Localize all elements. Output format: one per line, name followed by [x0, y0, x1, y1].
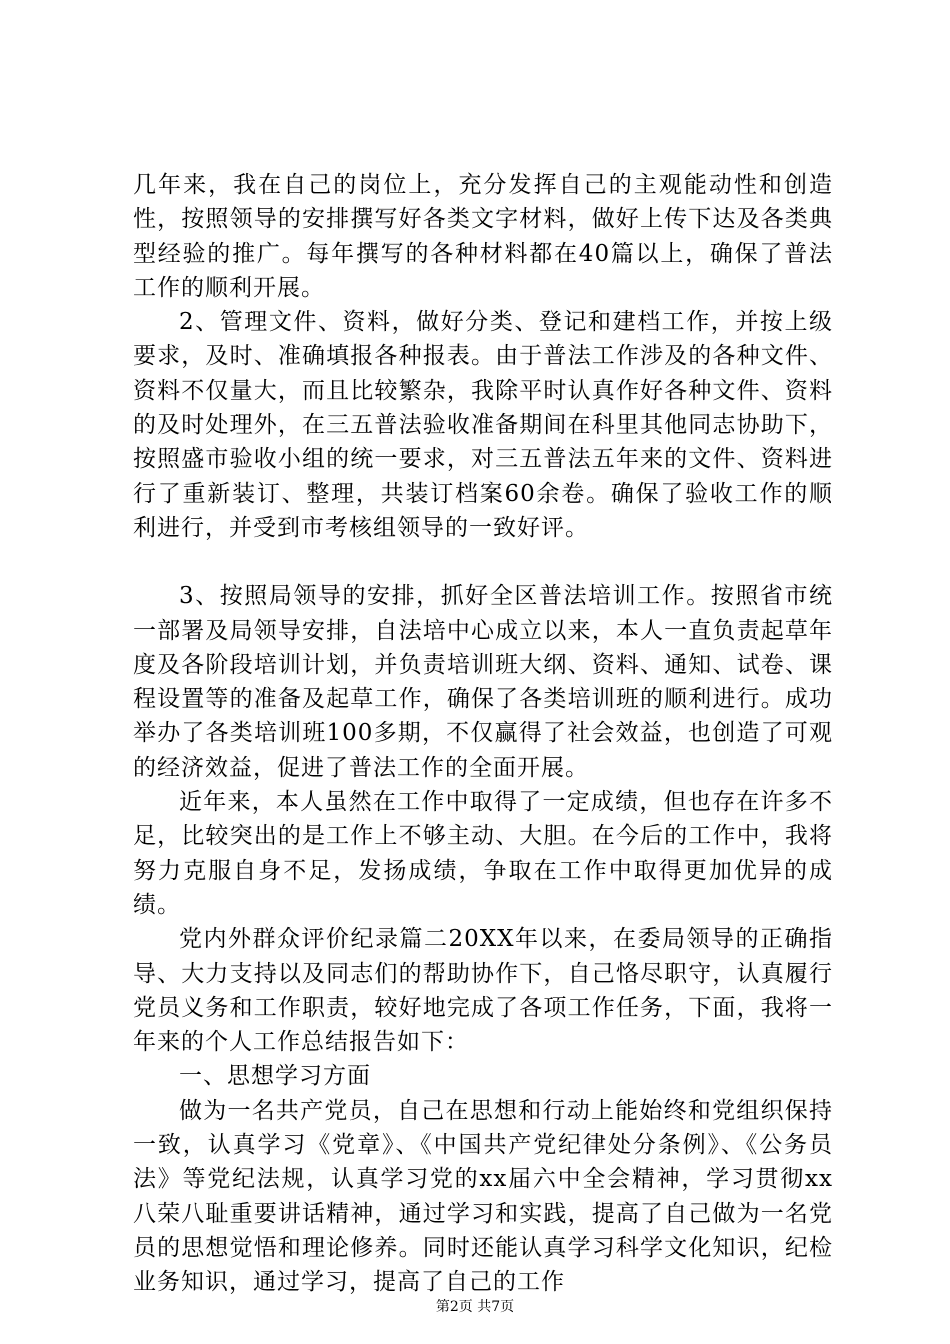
paragraph-3: 3、按照局领导的安排，抓好全区普法培训工作。按照省市统一部署及局领导安排，自法培中心成立以来，本人一直负责起草年度及各阶段培训计划，并负责培训班大纲、资料、通知、试卷、课程设置等的准备及起草工作，确保了各类培训班的顺利进行。成功举办了各类培训班100多期，不仅赢得了社会效益，也创造了可观的经济效益，促进了普法工作的全面开展。 [133, 583, 833, 781]
paragraph-5: 党内外群众评价纪录篇二20XX年以来，在委局领导的正确指导、大力支持以及同志们的帮助协作下，自己恪尽职守，认真履行党员义务和工作职责，较好地完成了各项工作任务，下面，我将一年来的个人工作总结报告如下： [133, 926, 833, 1056]
paragraph-1: 几年来，我在自己的岗位上，充分发挥自己的主观能动性和创造性，按照领导的安排撰写好各类文字材料，做好上传下达及各类典型经验的推广。每年撰写的各种材料都在40篇以上，确保了普法工作的顺利开展。 [133, 172, 833, 301]
document-body [133, 168, 833, 1300]
paragraph-4: 近年来，本人虽然在工作中取得了一定成绩，但也存在许多不足，比较突出的是工作上不够主动、大胆。在今后的工作中，我将努力克服自身不足，发扬成绩，争取在工作中取得更加优异的成绩。 [133, 789, 833, 918]
page-footer: 第2页 共7页 [435, 1299, 515, 1315]
paragraph-2: 2、管理文件、资料，做好分类、登记和建档工作，并按上级要求，及时、准确填报各种报表。由于普法工作涉及的各种文件、资料不仅量大，而且比较繁杂，我除平时认真作好各种文件、资料的及时处理外，在三五普法验收准备期间在科里其他同志协助下，按照盛市验收小组的统一要求，对三五普法五年来的文件、资料进行了重新装订、整理，共装订档案60余卷。确保了验收工作的顺利进行，并受到市考核组领导的一致好评。 [133, 309, 833, 541]
section-heading: 一、思想学习方面 [179, 1063, 371, 1090]
paragraph-6: 做为一名共产党员，自己在思想和行动上能始终和党组织保持一致，认真学习《党章》、《中国共产党纪律处分条例》、《公务员法》等党纪法规，认真学习党的xx届六中全会精神，学习贯彻xx八荣八耻重要讲话精神，通过学习和实践，提高了自己做为一名党员的思想觉悟和理论修养。同时还能认真学习科学文化知识，纪检业务知识，通过学习，提高了自己的工作 [133, 1097, 833, 1296]
